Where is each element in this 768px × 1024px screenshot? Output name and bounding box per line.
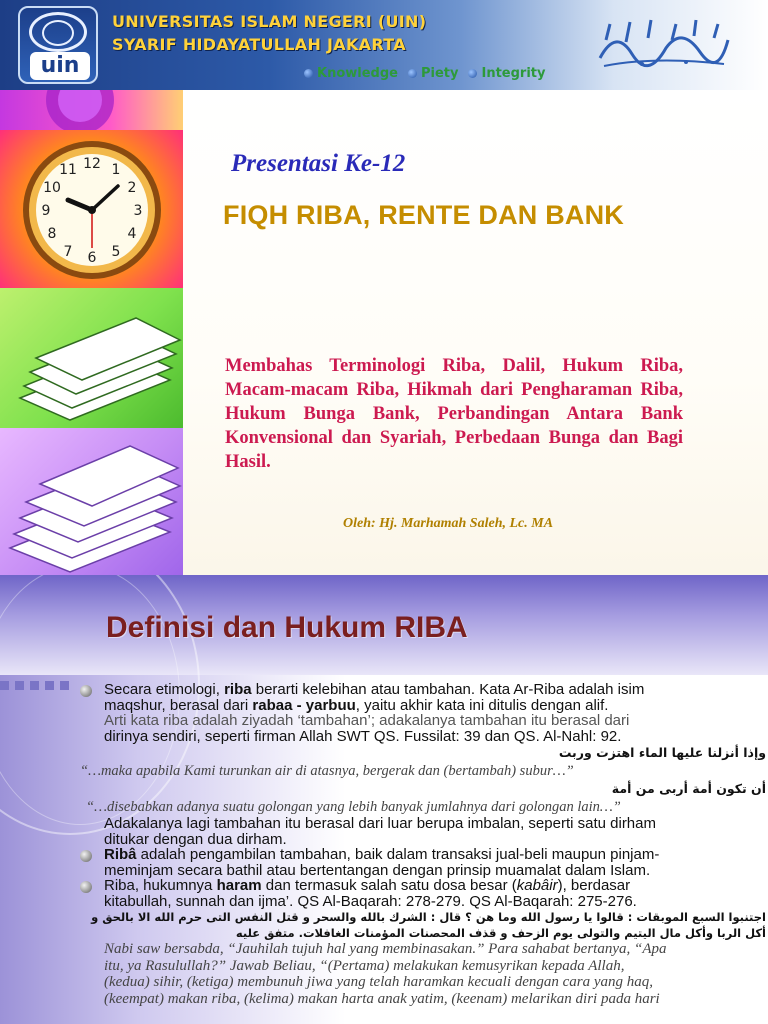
- text-run: dan termasuk salah satu dosa besar (: [261, 877, 517, 894]
- books-image: [0, 428, 183, 575]
- text-run: ), berdasar: [557, 877, 631, 894]
- square-icon: [45, 681, 54, 690]
- slide-title: Definisi dan Hukum RIBA: [106, 611, 468, 644]
- decorative-image: [0, 90, 183, 130]
- clock-number: 5: [111, 244, 121, 260]
- text-run: maqshur, berasal dari: [104, 696, 253, 714]
- motto-integrity: Integrity: [481, 66, 546, 81]
- decorative-squares: [0, 681, 69, 690]
- clock-number: 4: [127, 226, 137, 242]
- arabic-hadith: اجتنبوا السبع الموبقات : قالوا يا رسول الله وما هن ؟ قال : الشرك بالله والسحر و قتل النفس التى حرم الله الا بالحق و أكل الربا وأكل مال اليتيم والتولى يوم الزحف و قذف المحصنات المؤمنات الغافلات. متفق عليه: [91, 910, 766, 940]
- bullet-etimologi: [76, 682, 766, 713]
- text-run: Riba, hukumnya: [104, 877, 217, 894]
- text-line: [104, 698, 766, 714]
- text-line: kitabullah, sunnah dan ijma’. QS Al-Baqarah: 278-279. QS Al-Baqarah: 275-276.: [104, 892, 637, 910]
- presentation-title: FIQH RIBA, RENTE DAN BANK: [223, 200, 624, 230]
- hadith-translation-line: (keempat) makan riba, (kelima) makan harta anak yatim, (keenam) melarikan diri pada hari: [104, 990, 660, 1007]
- clock-image: [0, 130, 183, 288]
- clock-number: 7: [63, 244, 73, 260]
- verse-translation: “…maka apabila Kami turunkan air di atasnya, bergerak dan (bertambah) subur…”: [80, 763, 574, 779]
- clock-number: 1: [111, 162, 121, 178]
- motto-item: [468, 66, 545, 81]
- bullet-dot-icon: [304, 69, 313, 78]
- content-slide: [0, 575, 768, 1024]
- bullet-icon: [80, 850, 92, 862]
- slide-body: [76, 682, 766, 1007]
- clock-icon: [0, 130, 183, 288]
- square-icon: [0, 681, 9, 690]
- motto-piety: Piety: [420, 66, 459, 81]
- text-line: dirinya sendiri, seperti firman Allah SWT QS. Fussilat: 39 dan QS. Al-Nahl: 92.: [104, 727, 622, 745]
- clock-number: 8: [47, 226, 57, 242]
- presentation-description: Membahas Terminologi Riba, Dalil, Hukum Riba, Macam-macam Riba, Hikmah dari Pengharaman Riba, Hukum Bunga Bank, Perbandingan Antara Bank Konvensional dan Syariah, Perbedaan Bunga dan Bagi Hasil.: [225, 356, 683, 472]
- title-slide-content: [183, 90, 768, 575]
- university-banner: [0, 0, 768, 90]
- term-haram: haram: [216, 877, 262, 894]
- motto: [304, 66, 545, 81]
- decorative-image-strip: [0, 90, 183, 575]
- clock-number: 3: [133, 203, 143, 219]
- term-riba: riba: [224, 681, 252, 698]
- bullet-icon: [80, 685, 92, 697]
- motto-item: [408, 66, 459, 81]
- presentation-number: Presentasi Ke-12: [231, 150, 406, 177]
- term-riba: Ribâ: [104, 846, 137, 863]
- clock-number: 12: [83, 156, 101, 172]
- university-name: UNIVERSITAS ISLAM NEGERI (UIN): [112, 12, 427, 31]
- text-line: Arti kata riba adalah ziyadah ‘tambahan’; adakalanya tambahan itu berasal dari: [104, 712, 630, 729]
- bullet-dot-icon: [408, 69, 417, 78]
- hadith-translation-line: itu, ya Rasulullah?” Jawab Beliau, “(Pertama) melakukan kemusyrikan kepada Allah,: [104, 957, 625, 974]
- motto-knowledge: Knowledge: [317, 66, 398, 81]
- text-run: , yaitu akhir kata ini ditulis dengan alif.: [355, 696, 609, 714]
- term-rabaa: rabaa - yarbuu: [252, 696, 356, 714]
- logo-text: uin: [30, 52, 90, 80]
- uin-logo: [18, 6, 98, 84]
- square-icon: [15, 681, 24, 690]
- text-run: Secara etimologi,: [104, 681, 225, 698]
- text-run: adalah pengambilan tambahan, baik dalam transaksi jual-beli maupun pinjam-: [136, 846, 660, 863]
- clock-number: 2: [127, 180, 137, 196]
- books-icon: [0, 428, 183, 575]
- text-line: meminjam secara bathil atau bertentangan dengan prinsip muamalat dalam Islam.: [104, 861, 651, 879]
- text-line: Adakalanya lagi tambahan itu berasal dari luar berupa imbalan, seperti satu dirham: [104, 815, 656, 832]
- clock-number: 9: [41, 203, 51, 219]
- arabic-verse: أن تكون أمة أربى من أمة: [611, 781, 766, 796]
- basmalah-calligraphy: [596, 18, 732, 72]
- text-line: [104, 878, 766, 894]
- text-run: berarti kelebihan atau tambahan. Kata Ar-Riba adalah isim: [251, 681, 645, 698]
- clock-number: 10: [43, 180, 61, 196]
- clock-number: 11: [59, 162, 77, 178]
- hadith-translation-line: (kedua) sihir, (ketiga) membunuh jiwa yang telah haramkan kecuali dengan cara yang haq,: [104, 974, 654, 990]
- books-image: [0, 288, 183, 428]
- bullet-definisi: [76, 847, 766, 878]
- hadith-translation-line: Nabi saw bersabda, “Jauhilah tujuh hal yang membinasakan.” Para sahabat bertanya, “Apa: [104, 941, 667, 957]
- text-line: [104, 847, 766, 863]
- arabic-verse: وإذا أنزلنا عليها الماء اهتزت وربت: [558, 745, 766, 760]
- bullet-icon: [80, 881, 92, 893]
- university-subname: SYARIF HIDAYATULLAH JAKARTA: [112, 35, 406, 54]
- motto-item: [304, 66, 398, 81]
- presentation-author: Oleh: Hj. Marhamah Saleh, Lc. MA: [343, 516, 554, 531]
- bullet-dot-icon: [468, 69, 477, 78]
- term-kabair: kabâir: [516, 877, 558, 894]
- square-icon: [30, 681, 39, 690]
- clock-number: 6: [87, 250, 97, 266]
- books-icon: [0, 288, 183, 428]
- bullet-hukum: [76, 878, 766, 909]
- square-icon: [60, 681, 69, 690]
- disc-icon: [0, 90, 183, 130]
- verse-translation: “…disebabkan adanya suatu golongan yang lebih banyak jumlahnya dari golongan lain…”: [86, 799, 621, 815]
- logo-ring-inner: [42, 20, 74, 46]
- text-line: ditukar dengan dua dirham.: [104, 830, 287, 848]
- text-line: [104, 682, 766, 698]
